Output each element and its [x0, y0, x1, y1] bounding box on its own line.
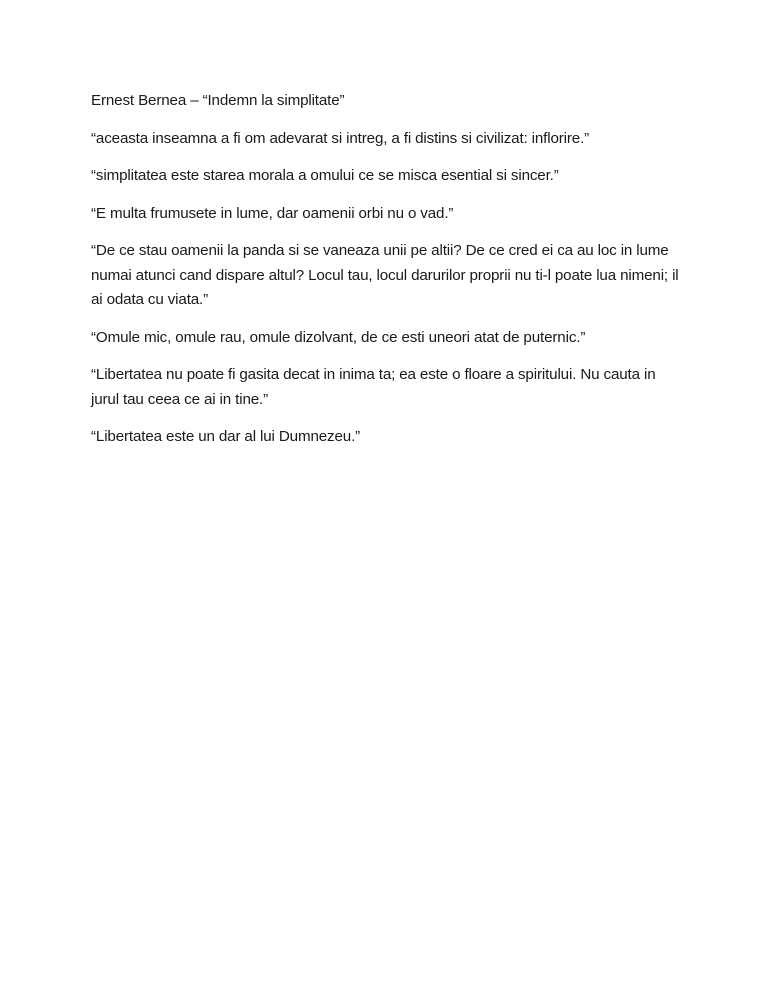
- document-title: Ernest Bernea – “Indemn la simplitate”: [91, 92, 345, 109]
- quote-paragraph: “Libertatea nu poate fi gasita decat in inima ta; ea este o floare a spiritului. Nu cauta in jurul tau ceea ce ai in tine.”: [91, 366, 656, 408]
- document-body: [91, 89, 681, 463]
- quote-paragraph: “De ce stau oamenii la panda si se vaneaza unii pe altii? De ce cred ei ca au loc in lume numai atunci cand dispare altul? Locul tau, locul darurilor proprii nu ti-l poate lua nimeni; il ai odata cu viata.”: [91, 242, 679, 308]
- quote-paragraph: “aceasta inseamna a fi om adevarat si intreg, a fi distins si civilizat: inflorire.”: [91, 129, 590, 147]
- quote-paragraph: “simplitatea este starea morala a omului ce se misca esential si sincer.”: [91, 167, 559, 184]
- quote-paragraph: “Libertatea este un dar al lui Dumnezeu.”: [91, 428, 361, 445]
- quote-paragraph: “E multa frumusete in lume, dar oamenii orbi nu o vad.”: [91, 204, 454, 222]
- quote-paragraph: “Omule mic, omule rau, omule dizolvant, de ce esti uneori atat de puternic.”: [91, 328, 586, 346]
